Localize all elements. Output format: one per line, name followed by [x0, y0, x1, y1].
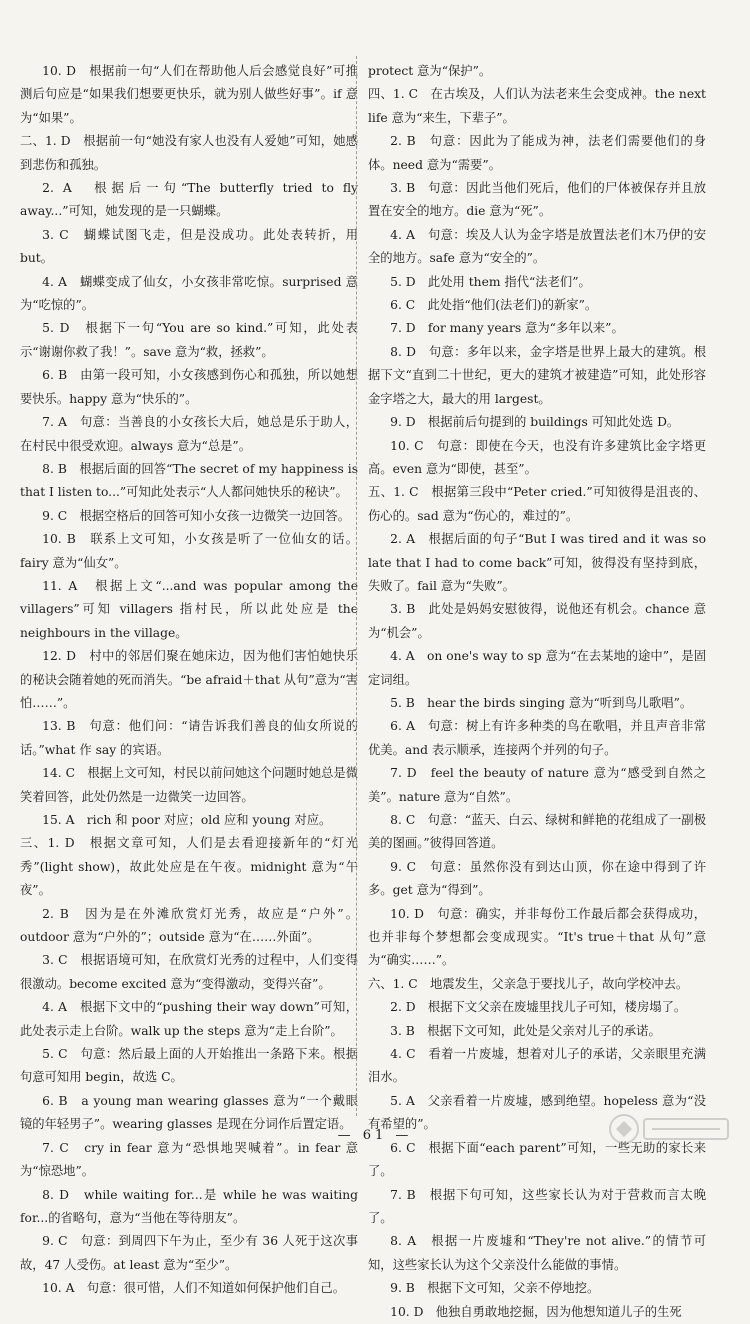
- left-column: [20, 60, 358, 1301]
- answer-entry: 9. C 句意：到周四下午为止，至少有 36 人死于这次事故，47 人受伤。at least 意为“至少”。: [20, 1234, 358, 1272]
- answer-entry: 3. B 根据下文可知，此处是父亲对儿子的承诺。: [390, 1023, 661, 1038]
- answer-entry: 12. D 村中的邻居们聚在她床边，因为他们害怕她快乐的秘诀会随着她的死而消失。“be afraid＋that 从句”意为“害怕……”。: [20, 649, 358, 710]
- answer-entry: 5. C 句意：然后最上面的人开始推出一条路下来。根据句意可知用 begin，故选 C。: [20, 1047, 358, 1085]
- answer-entry: 3. C 蝴蝶试图飞走，但是没成功。此处表转折，用 but。: [20, 227, 358, 266]
- answer-entry: 4. A on one's way to sp 意为“在去某地的途中”，是固定词组。: [368, 649, 706, 687]
- answer-entry: 9. C 句意：虽然你没有到达山顶，你在途中得到了许多。get 意为“得到”。: [368, 859, 706, 898]
- answer-entry: 5. B hear the birds singing 意为“听到鸟儿歌唱”。: [390, 695, 693, 710]
- answer-entry: 五、1. C 根据第三段中“Peter cried.”可知彼得是沮丧的、伤心的。sad 意为“伤心的，难过的”。: [368, 485, 706, 523]
- answer-entry: 3. C 根据语境可知，在欣赏灯光秀的过程中，人们变得很激动。become excited 意为“变得激动，变得兴奋”。: [20, 953, 358, 991]
- answer-entry: 14. C 根据上文可知，村民以前问她这个问题时她总是微笑着回答，此处仍然是一边微笑一边回答。: [20, 766, 358, 804]
- answer-entry: 7. C cry in fear 意为“恐惧地哭喊着”。in fear 意为“惊恐地”。: [20, 1140, 358, 1179]
- answer-entry: 二、1. D 根据前一句“她没有家人也没有人爱她”可知，她感到悲伤和孤独。: [20, 134, 358, 172]
- answer-entry: 6. C 根据下面“each parent”可知，一些无助的家长来了。: [368, 1140, 706, 1179]
- answer-entry: 5. A 父亲看着一片废墟，感到绝望。hopeless 意为“没有希望的”。: [368, 1093, 706, 1132]
- page-number: — 61 —: [337, 1128, 413, 1143]
- answer-entry: 5. D 根据下一句“You are so kind.”可知，此处表示“谢谢你救了我！”。save 意为“救，拯救”。: [20, 321, 358, 359]
- answer-entry: 9. C 根据空格后的回答可知小女孩一边微笑一边回答。: [42, 508, 351, 523]
- answer-entry: 11. A 根据上文“...and was popular among the villagers”可知 villagers 指村民，所以此处应是 the neighbours in the village。: [20, 578, 358, 640]
- answer-entry: 10. D 他独自勇敢地挖掘，因为他想知道儿子的生死: [390, 1304, 682, 1319]
- answer-entry: 5. D 此处用 them 指代“法老们”。: [390, 274, 591, 289]
- answer-entry: 6. B 由第一段可知，小女孩感到伤心和孤独，所以她想要快乐。happy 意为“快乐的”。: [20, 368, 358, 406]
- answer-entry: protect 意为“保护”。: [368, 64, 492, 78]
- answer-entry: 10. D 根据前一句“人们在帮助他人后会感觉良好”可推测后句应是“如果我们想要更快乐，就为别人做些好事”。if 意为“如果”。: [20, 64, 358, 125]
- answer-entry: 7. A 句意：当善良的小女孩长大后，她总是乐于助人，在村民中很受欢迎。always 意为“总是”。: [20, 415, 358, 453]
- answer-entry: 四、1. C 在古埃及，人们认为法老来生会变成神。the next life 意为“来生，下辈子”。: [368, 87, 706, 125]
- answer-entry: 8. B 根据后面的回答“The secret of my happiness is that I listen to...”可知此处表示“人人都问她快乐的秘诀”。: [20, 461, 358, 500]
- answer-entry: 2. A 根据后一句“The butterfly tried to fly away...”可知，她发现的是一只蝴蝶。: [20, 181, 358, 219]
- answer-entry: 8. A 根据一片废墟和“They're not alive.”的情节可知，这些家长认为这个父亲没什么能做的事情。: [368, 1234, 706, 1272]
- answer-entry: 2. B 句意：因此为了能成为神，法老们需要他们的身体。need 意为“需要”。: [368, 134, 706, 172]
- answer-entry: 4. A 句意：埃及人认为金字塔是放置法老们木乃伊的安全的地方。safe 意为“安全的”。: [368, 227, 706, 266]
- answer-entry: 6. A 句意：树上有许多种类的鸟在歌唱，并且声音非常优美。and 表示顺承，连接两个并列的句子。: [368, 719, 706, 757]
- answer-entry: 7. D feel the beauty of nature 意为“感受到自然之美”。nature 意为“自然”。: [368, 766, 706, 804]
- answer-entry: 10. B 联系上文可知，小女孩是听了一位仙女的话。fairy 意为“仙女”。: [20, 532, 358, 570]
- answer-entry: 10. D 句意：确实，并非每份工作最后都会获得成功，也并非每个梦想都会变成现实。“It's true＋that 从句”意为“确实……”。: [368, 906, 706, 968]
- answer-entry: 3. B 此处是妈妈安慰彼得，说他还有机会。chance 意为“机会”。: [368, 602, 706, 640]
- answer-entry: 10. A 句意：很可惜，人们不知道如何保护他们自己。: [42, 1281, 346, 1296]
- answer-entry: 8. D while waiting for...是 while he was waiting for...的省略句，意为“当他在等待朋友”。: [20, 1187, 358, 1225]
- answer-entry: 2. B 因为是在外滩欣赏灯光秀，故应是“户外”。outdoor 意为“户外的”；outside 意为“在……外面”。: [20, 906, 358, 945]
- answer-entry: 7. D for many years 意为“多年以来”。: [390, 321, 624, 336]
- answer-entry: 3. B 句意：因此当他们死后，他们的尸体被保存并且放置在安全的地方。die 意为“死”。: [368, 181, 706, 219]
- watermark-logo-icon: [606, 1105, 736, 1153]
- column-divider: [356, 56, 357, 1116]
- answer-entry: 10. C 句意：即使在今天，也没有许多建筑比金字塔更高。even 意为“即使，甚至”。: [368, 438, 706, 476]
- answer-entry: 2. A 根据后面的句子“But I was tired and it was so late that I had to come back”可知，彼得没有坚持到底，失败了。fail 意为“失败”。: [368, 532, 706, 593]
- answer-entry: 4. A 根据下文中的“pushing their way down”可知，此处表示走上台阶。walk up the steps 意为“走上台阶”。: [20, 1000, 358, 1038]
- answer-entry: 9. B 根据下文可知，父亲不停地挖。: [390, 1281, 600, 1296]
- answer-entry: 4. A 蝴蝶变成了仙女，小女孩非常吃惊。surprised 意为“吃惊的”。: [20, 274, 358, 313]
- answer-entry: 六、1. C 地震发生，父亲急于要找儿子，故向学校冲去。: [368, 976, 689, 991]
- answer-entry: 8. D 句意：多年以来，金字塔是世界上最大的建筑。根据下文“直到二十世纪，更大的建筑才被建造”可知，此处形容金字塔之大，最大的用 largest。: [368, 344, 706, 406]
- answer-entry: 6. C 此处指“他们(法老们)的新家”。: [390, 298, 598, 313]
- answer-entry: 6. B a young man wearing glasses 意为“一个戴眼镜的年轻男子”。wearing glasses 是现在分词作后置定语。: [20, 1093, 358, 1132]
- answer-entry: 7. B 根据下句可知，这些家长认为对于营救而言太晚了。: [368, 1187, 706, 1225]
- answer-entry: 13. B 句意：他们问：“请告诉我们善良的仙女所说的话。”what 作 say 的宾语。: [20, 719, 358, 757]
- answer-entry: 4. C 看着一片废墟，想着对儿子的承诺，父亲眼里充满泪水。: [368, 1047, 706, 1085]
- answer-entry: 8. C 句意：“蓝天、白云、绿树和鲜艳的花组成了一副极美的图画。”彼得回答道。: [368, 813, 706, 851]
- answer-entry: 15. A rich 和 poor 对应；old 应和 young 对应。: [42, 813, 332, 827]
- answer-entry: 9. D 根据前后句提到的 buildings 可知此处选 D。: [390, 415, 680, 430]
- answer-entry: 2. D 根据下文父亲在废墟里找儿子可知，楼房塌了。: [390, 1000, 687, 1015]
- answer-entry: 三、1. D 根据文章可知，人们是去看迎接新年的“灯光秀”(light show)，故此处应是在午夜。midnight 意为“午夜”。: [20, 836, 358, 898]
